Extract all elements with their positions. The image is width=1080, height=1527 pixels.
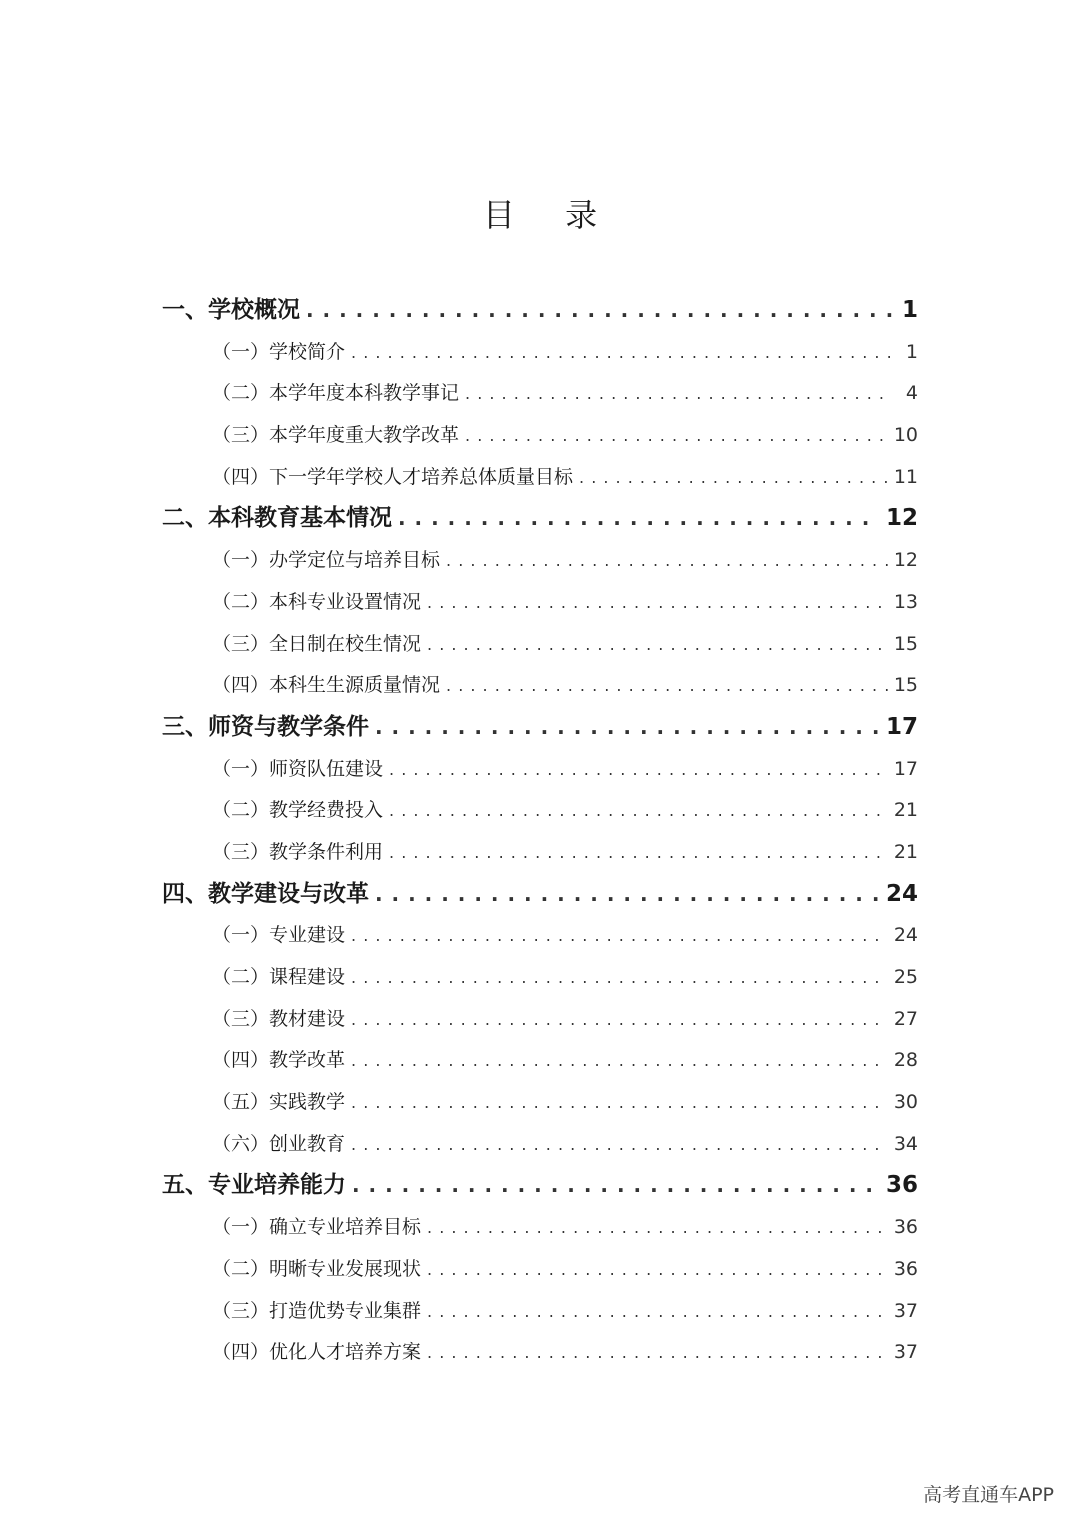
dot-leader — [465, 373, 892, 415]
dot-leader — [389, 749, 888, 791]
toc-entry-page-number: 37 — [893, 1299, 918, 1322]
dot-leader — [351, 1040, 888, 1082]
toc-entry-label: （三）教材建设 — [212, 1007, 346, 1030]
toc-entry-page-number: 36 — [893, 1216, 918, 1239]
toc-section-entry[interactable] — [162, 790, 918, 832]
toc-entry-page-number: 1 — [901, 297, 918, 323]
dot-leader — [389, 790, 888, 832]
toc-entry-page-number: 4 — [905, 382, 918, 405]
toc-section-entry[interactable] — [162, 1249, 918, 1291]
toc-section-entry[interactable] — [162, 915, 918, 957]
toc-entry-label: （六）创业教育 — [212, 1132, 346, 1155]
toc-entry-label: （二）明晰专业发展现状 — [212, 1257, 422, 1280]
dot-leader — [351, 915, 888, 957]
toc-entry-page-number: 37 — [893, 1341, 918, 1364]
dot-leader — [389, 832, 888, 874]
toc-entry-label: 一、学校概况 — [162, 297, 300, 323]
toc-entry-label: （四）教学改革 — [212, 1049, 346, 1072]
dot-leader — [306, 290, 892, 332]
toc-entry-page-number: 21 — [893, 840, 918, 863]
toc-section-entry[interactable] — [162, 1207, 918, 1249]
dot-leader — [465, 415, 888, 457]
toc-entry-page-number: 36 — [893, 1257, 918, 1280]
toc-entry-label: （四）优化人才培养方案 — [212, 1341, 422, 1364]
toc-section-entry[interactable] — [162, 1332, 918, 1374]
toc-entry-page-number: 17 — [885, 713, 918, 740]
toc-section-entry[interactable] — [162, 665, 918, 707]
toc-entry-label: （五）实践教学 — [212, 1091, 346, 1114]
dot-leader — [446, 540, 888, 582]
toc-entry-label: （二）课程建设 — [212, 966, 346, 988]
toc-entry-page-number: 30 — [893, 1091, 918, 1114]
toc-entry-page-number: 36 — [885, 1172, 918, 1199]
toc-section-entry[interactable] — [162, 624, 918, 666]
toc-entry-page-number: 24 — [893, 924, 918, 947]
toc-entry-label: 五、专业培养能力 — [162, 1172, 346, 1199]
toc-entry-page-number: 15 — [893, 674, 918, 697]
dot-leader — [375, 707, 880, 749]
toc-section-entry[interactable] — [162, 832, 918, 874]
dot-leader — [352, 1165, 880, 1207]
toc-section-entry[interactable] — [162, 999, 918, 1041]
toc-entry-label: （三）打造优势专业集群 — [212, 1299, 422, 1322]
toc-entry-label: （二）本科专业设置情况 — [212, 590, 422, 613]
toc-chapter-entry[interactable] — [162, 1165, 918, 1207]
toc-entry-page-number: 25 — [893, 966, 918, 988]
toc-section-entry[interactable] — [162, 1124, 918, 1166]
dot-leader — [427, 624, 888, 666]
dot-leader — [398, 498, 880, 540]
toc-section-entry[interactable] — [162, 1040, 918, 1082]
toc-entry-label: （一）学校简介 — [212, 340, 346, 363]
watermark: 高考直通车APP — [923, 1484, 1054, 1506]
toc-entry-page-number: 15 — [893, 632, 918, 655]
toc-entry-label: 三、师资与教学条件 — [162, 713, 369, 740]
dot-leader — [446, 665, 888, 707]
toc-entry-label: （四）下一学年学校人才培养总体质量目标 — [212, 465, 574, 488]
dot-leader — [351, 332, 892, 374]
toc-entry-page-number: 12 — [893, 549, 918, 572]
dot-leader — [351, 1124, 888, 1166]
dot-leader — [427, 1249, 888, 1291]
toc-entry-label: （三）教学条件利用 — [212, 840, 384, 863]
toc-entry-page-number: 11 — [893, 465, 918, 488]
toc-entry-label: （一）专业建设 — [212, 924, 346, 947]
toc-entry-page-number: 21 — [893, 799, 918, 822]
toc-section-entry[interactable] — [162, 749, 918, 791]
toc-entry-label: （一）师资队伍建设 — [212, 757, 384, 780]
toc-chapter-entry[interactable] — [162, 290, 918, 332]
dot-leader — [427, 1291, 888, 1333]
toc-entry-label: （一）确立专业培养目标 — [212, 1216, 422, 1239]
toc-entry-label: （三）本学年度重大教学改革 — [212, 424, 460, 447]
dot-leader — [351, 1082, 888, 1124]
toc-section-entry[interactable] — [162, 1291, 918, 1333]
page-title: 目 录 — [482, 196, 618, 234]
toc-section-entry[interactable] — [162, 957, 918, 999]
toc-entry-page-number: 34 — [893, 1132, 918, 1155]
dot-leader — [351, 957, 888, 999]
toc-section-entry[interactable] — [162, 373, 918, 415]
toc-chapter-entry[interactable] — [162, 707, 918, 749]
toc-entry-page-number: 28 — [893, 1049, 918, 1072]
toc-entry-page-number: 24 — [885, 880, 918, 907]
dot-leader — [427, 1332, 888, 1374]
toc-section-entry[interactable] — [162, 1082, 918, 1124]
toc-chapter-entry[interactable] — [162, 498, 918, 540]
toc-entry-page-number: 13 — [893, 590, 918, 613]
dot-leader — [375, 874, 880, 916]
toc-entry-page-number: 12 — [885, 505, 918, 532]
toc-entry-label: 二、本科教育基本情况 — [162, 505, 392, 532]
toc-entry-page-number: 10 — [893, 424, 918, 447]
toc-entry-page-number: 17 — [893, 757, 918, 780]
dot-leader — [579, 457, 888, 499]
toc-chapter-entry[interactable] — [162, 874, 918, 916]
dot-leader — [351, 999, 888, 1041]
toc-entry-page-number: 27 — [893, 1007, 918, 1030]
toc-entry-label: （三）全日制在校生情况 — [212, 632, 422, 655]
toc-entry-label: （一）办学定位与培养目标 — [212, 549, 441, 572]
dot-leader — [427, 582, 888, 624]
dot-leader — [427, 1207, 888, 1249]
toc-section-entry[interactable] — [162, 415, 918, 457]
toc-section-entry[interactable] — [162, 332, 918, 374]
toc-entry-label: 四、教学建设与改革 — [162, 880, 369, 907]
toc-entry-label: （二）本学年度本科教学事记 — [212, 382, 460, 405]
toc-section-entry[interactable] — [162, 540, 918, 582]
toc-entry-label: （四）本科生生源质量情况 — [212, 674, 441, 697]
toc-entry-page-number: 1 — [905, 340, 918, 363]
toc-section-entry[interactable] — [162, 457, 918, 499]
toc-entry-label: （二）教学经费投入 — [212, 799, 384, 822]
table-of-contents — [162, 290, 918, 1374]
toc-section-entry[interactable] — [162, 582, 918, 624]
